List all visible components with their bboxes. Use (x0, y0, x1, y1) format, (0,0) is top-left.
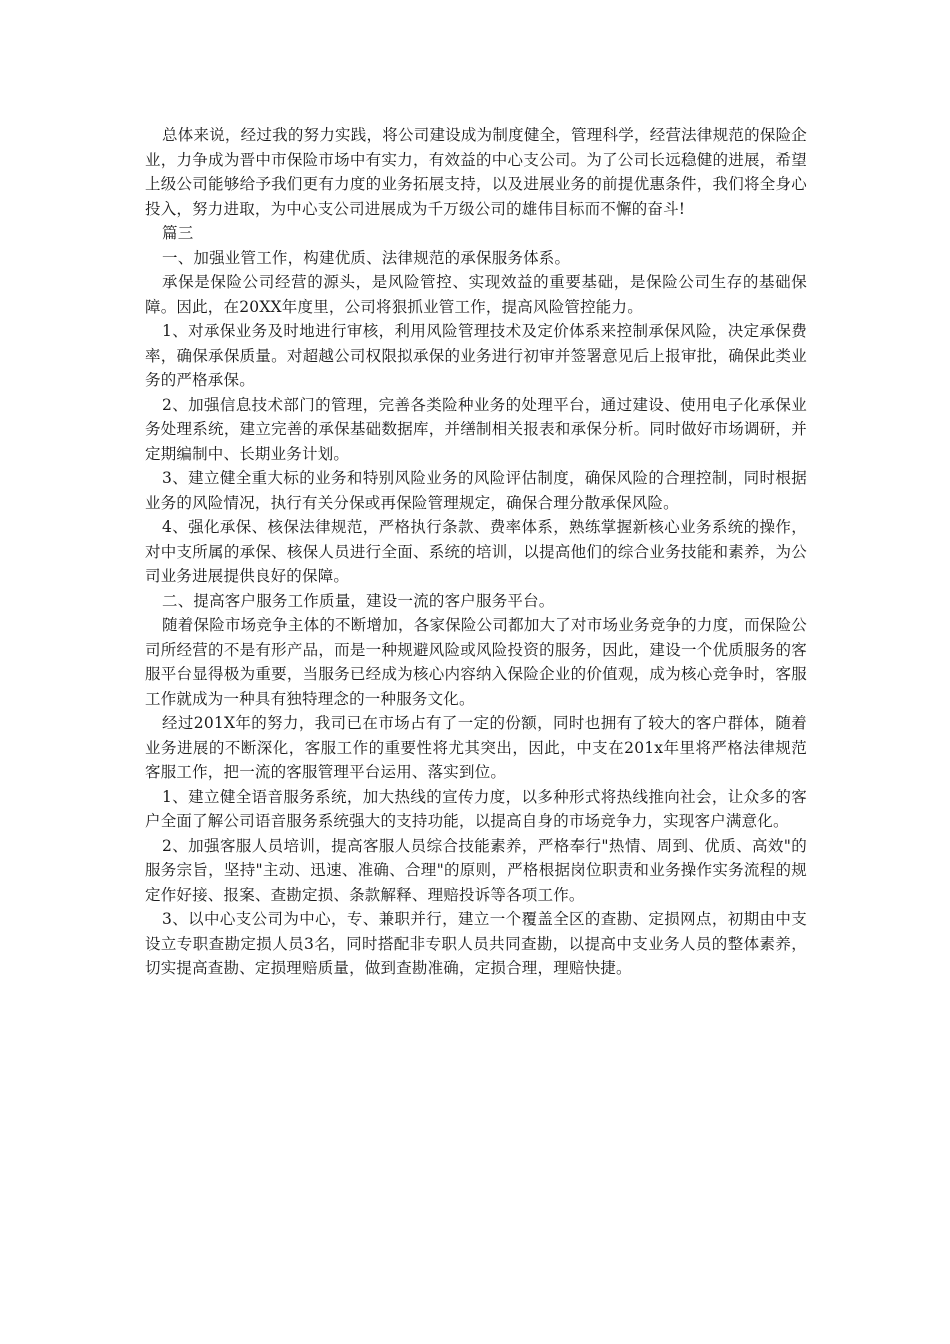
heading-customer-service: 二、提高客户服务工作质量，建设一流的客户服务平台。 (162, 591, 555, 610)
list-item-underwriting-2: 2、加强信息技术部门的管理，完善各类险种业务的处理平台，通过建设、使用电子化承保业务处理系统，建立完善的承保基础数据库，并缮制相关报表和承保分析。同时做好市场调研，并定期编制中、长期业务计划。 (145, 395, 807, 463)
paragraph-service-progress: 经过201X年的努力，我司已在市场占有了一定的份额，同时也拥有了较大的客户群体，随着业务进展的不断深化，客服工作的重要性将尤其突出，因此，中支在201x年里将严格法律规范客服工作，把一流的客服管理平台运用、落实到位。 (145, 714, 807, 781)
section-title-part-three: 篇三 (162, 224, 194, 242)
paragraph-summary: 总体来说，经过我的努力实践，将公司建设成为制度健全，管理科学，经营法律规范的保险企业，力争成为晋中市保险市场中有实力，有效益的中心支公司。为了公司长远稳健的进展，希望上级公司能够给予我们更有力度的业务拓展支持，以及进展业务的前提优惠条件，我们将全身心投入，努力进取，为中心支公司进展成为千万级公司的雄伟目标而不懈的奋斗! (145, 126, 807, 218)
list-item-service-3: 3、以中心支公司为中心，专、兼职并行，建立一个覆盖全区的查勘、定损网点，初期由中支设立专职查勘定损人员3名，同时搭配非专职人员共同查勘，以提高中支业务人员的整体素养，切实提高查勘、定损理赔质量，做到查勘准确，定损合理，理赔快捷。 (145, 910, 807, 977)
paragraph-underwriting-intro: 承保是保险公司经营的源头，是风险管控、实现效益的重要基础，是保险公司生存的基础保障。因此，在20XX年度里，公司将狠抓业管工作，提高风险管控能力。 (145, 273, 807, 316)
list-item-service-1: 1、建立健全语音服务系统，加大热线的宣传力度，以多种形式将热线推向社会，让众多的客户全面了解公司语音服务系统强大的支持功能，以提高自身的市场竞争力，实现客户满意化。 (145, 787, 807, 830)
list-item-underwriting-1: 1、对承保业务及时地进行审核，利用风险管理技术及定价体系来控制承保风险，决定承保费率，确保承保质量。对超越公司权限拟承保的业务进行初审并签署意见后上报审批，确保此类业务的严格承保。 (145, 322, 807, 389)
document-body (145, 123, 807, 981)
paragraph-service-intro: 随着保险市场竞争主体的不断增加，各家保险公司都加大了对市场业务竞争的力度，而保险公司所经营的不是有形产品，而是一种规避风险或风险投资的服务，因此，建设一个优质服务的客服平台显得极为重要，当服务已经成为核心内容纳入保险企业的价值观，成为核心竞争时，客服工作就成为一种具有独特理念的一种服务文化。 (145, 616, 807, 708)
list-item-service-2: 2、加强客服人员培训，提高客服人员综合技能素养，严格奉行"热情、周到、优质、高效"的服务宗旨，坚持"主动、迅速、准确、合理"的原则，严格根据岗位职责和业务操作实务流程的规定作好接、报案、查勘定损、条款解释、理赔投诉等各项工作。 (145, 836, 807, 904)
heading-underwriting: 一、加强业管工作，构建优质、法律规范的承保服务体系。 (162, 248, 571, 267)
list-item-underwriting-4: 4、强化承保、核保法律规范，严格执行条款、费率体系，熟练掌握新核心业务系统的操作，对中支所属的承保、核保人员进行全面、系统的培训，以提高他们的综合业务技能和素养，为公司业务进展提供良好的保障。 (145, 518, 807, 585)
list-item-underwriting-3: 3、建立健全重大标的业务和特别风险业务的风险评估制度，确保风险的合理控制，同时根据业务的风险情况，执行有关分保或再保险管理规定，确保合理分散承保风险。 (145, 469, 807, 512)
